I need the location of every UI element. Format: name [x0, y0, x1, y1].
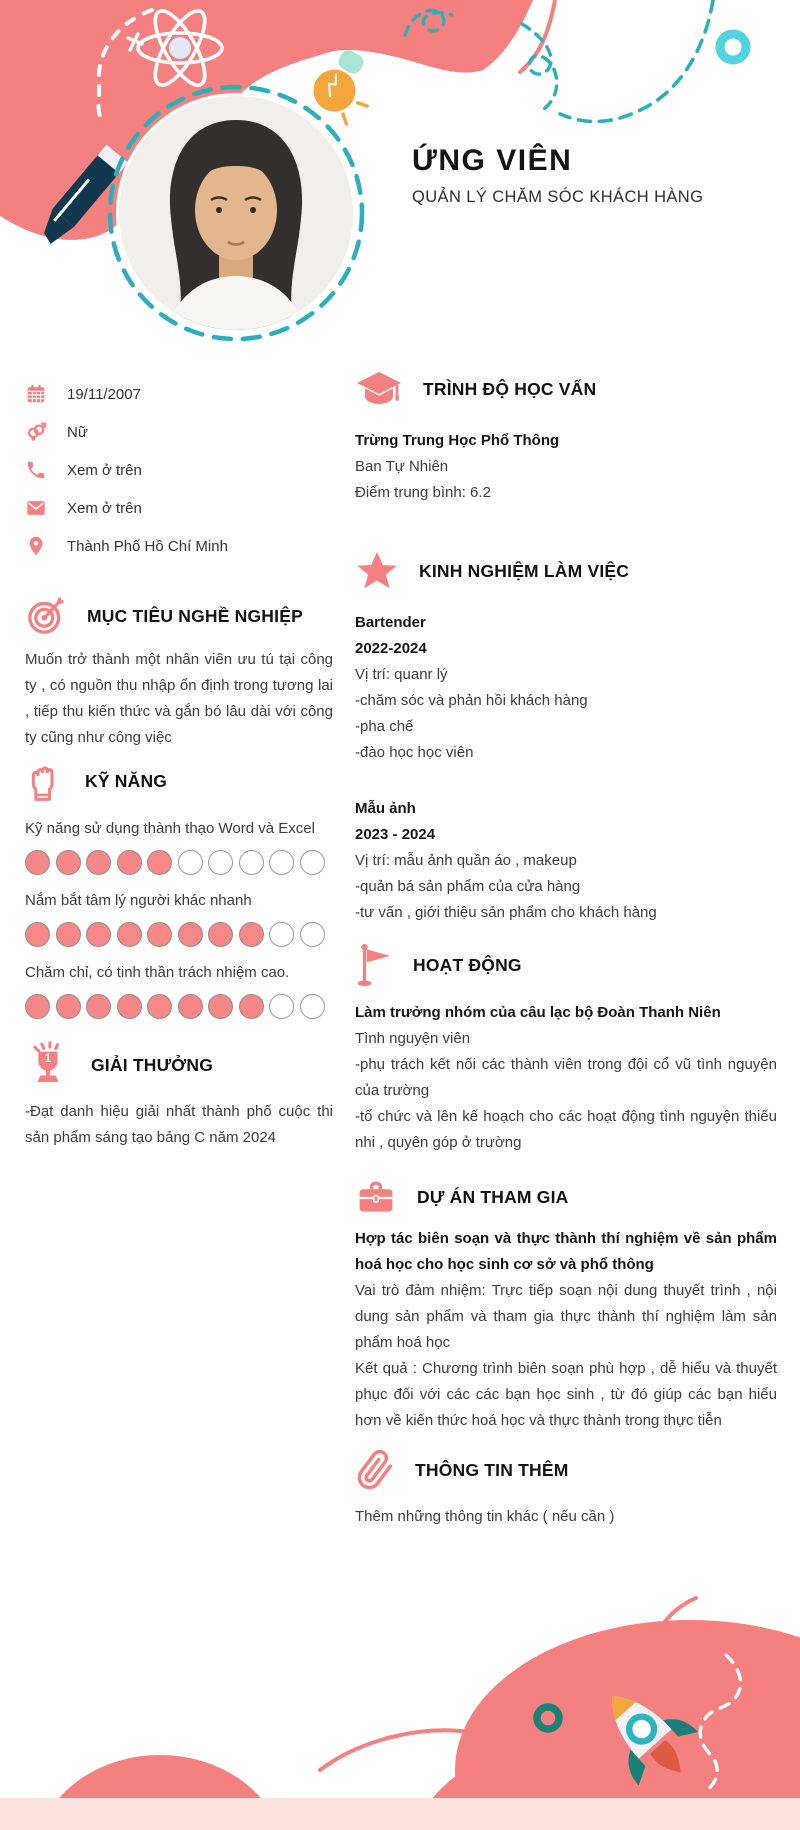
- more-text: Thêm những thông tin khác ( nếu cần ): [355, 1508, 615, 1525]
- location-value: Thành Phố Hồ Chí Minh: [67, 537, 228, 555]
- skill-dot: [86, 994, 111, 1019]
- section-objective-header: [25, 595, 333, 637]
- skill-dot: [147, 994, 172, 1019]
- skill-dot: [208, 922, 233, 947]
- skill-dot: [147, 850, 172, 875]
- education-entry: [355, 428, 777, 506]
- svg-text:1: 1: [44, 1053, 52, 1066]
- skill-dot: [269, 922, 294, 947]
- skill-level: [25, 922, 333, 947]
- candidate-job-title: QUẢN LÝ CHĂM SÓC KHÁCH HÀNG: [412, 188, 704, 206]
- phone-value: Xem ở trên: [67, 461, 142, 479]
- job-line: -tư vấn , giới thiệu sản phẩm cho khách hàng: [355, 904, 657, 921]
- briefcase-icon: [355, 1178, 397, 1216]
- skill-dot: [178, 922, 203, 947]
- job-line: -pha chế: [355, 718, 414, 735]
- skill-dot: [25, 922, 50, 947]
- skill-dot: [239, 850, 264, 875]
- header-title-block: [412, 144, 703, 207]
- target-icon: [25, 595, 67, 637]
- job-line: -chăm sóc và phản hồi khách hàng: [355, 692, 588, 709]
- skill-dot: [239, 994, 264, 1019]
- email-icon: [25, 497, 47, 519]
- skill-dot: [86, 922, 111, 947]
- job-period: 2023 - 2024: [355, 826, 436, 843]
- skills-heading: KỸ NĂNG: [85, 770, 168, 791]
- footer-decoration: [0, 1540, 800, 1830]
- section-experience-header: [355, 550, 777, 592]
- objective-text: Muốn trở thành một nhân viên ưu tú tại công ty , có nguồn thu nhập ổn định trong tương lai , tiếp thu kiến thức và gắn bó lâu dài với công ty cũng như công việc: [25, 651, 333, 746]
- project-line: Kết quả : Chương trình biên soạn phù hợp , dễ hiểu và thuyết phục đối với các các bạn học sinh , từ đó giúp các bạn hiểu hơn về kiến thức hoá học và thực thành trong thực tiễn: [355, 1360, 777, 1429]
- job-line: Vị trí: quanr lý: [355, 666, 448, 683]
- skill-dot: [117, 922, 142, 947]
- section-more-header: [355, 1450, 777, 1490]
- skill-dot: [208, 994, 233, 1019]
- activity-title: Làm trưởng nhóm của câu lạc bộ Đoàn Thanh Niên: [355, 1004, 721, 1021]
- skill-dot: [117, 994, 142, 1019]
- birthday-value: 19/11/2007: [67, 385, 141, 403]
- skill-dot: [56, 922, 81, 947]
- project-line: Vai trò đảm nhiệm: Trực tiếp soạn nội dung thuyết trình , nội dung sản phẩm và tham gia thực thành thí nghiệm làm sản phẩm hoá học: [355, 1282, 777, 1351]
- right-column: [355, 370, 777, 1530]
- project-title: Hợp tác biên soạn và thực thành thí nghiệm về sản phẩm hoá học cho học sinh cơ sở và phổ thông: [355, 1230, 777, 1273]
- skill-item: [25, 816, 333, 875]
- school-name: Trừng Trung Học Phổ Thông: [355, 432, 560, 449]
- activity-line: Tình nguyện viên: [355, 1030, 471, 1047]
- hand-icon: [25, 759, 65, 803]
- skill-dot: [300, 922, 325, 947]
- skill-dot: [56, 850, 81, 875]
- email-value: Xem ở trên: [67, 499, 142, 517]
- phone-icon: [25, 459, 47, 481]
- paperclip-icon: [355, 1450, 395, 1490]
- skill-dot: [86, 850, 111, 875]
- job-title: Bartender: [355, 614, 426, 631]
- skill-dot: [269, 850, 294, 875]
- skill-item: [25, 960, 333, 1019]
- section-skills-header: [25, 759, 333, 803]
- job-title: Mẫu ảnh: [355, 800, 416, 817]
- activity-line: -phụ trách kết nối các thành viên trong đội cổ vũ tình nguyện của trường: [355, 1056, 777, 1099]
- info-row-phone: [25, 451, 333, 489]
- gender-icon: [25, 421, 47, 443]
- skill-label: Chăm chỉ, có tinh thần trách nhiệm cao.: [25, 964, 290, 981]
- education-gpa: Điểm trung bình: 6.2: [355, 484, 491, 501]
- skill-dot: [300, 994, 325, 1019]
- info-row-birthday: [25, 375, 333, 413]
- teal-donut-icon: [720, 34, 746, 60]
- skill-level: [25, 850, 333, 875]
- skill-dot: [25, 850, 50, 875]
- section-education-header: [355, 370, 777, 408]
- flag-icon: [355, 942, 393, 988]
- job-entry: [355, 796, 777, 926]
- coral-arc-left: [320, 1730, 470, 1770]
- awards-heading: GIẢI THƯỞNG: [91, 1054, 214, 1075]
- skill-dot: [178, 994, 203, 1019]
- skill-dot: [178, 850, 203, 875]
- skill-level: [25, 994, 333, 1019]
- skill-item: [25, 888, 333, 947]
- job-line: Vị trí: mẫu ảnh quần áo , makeup: [355, 852, 577, 869]
- objective-heading: MỤC TIÊU NGHỀ NGHIỆP: [87, 605, 303, 626]
- section-activities-header: [355, 942, 777, 988]
- graduation-cap-icon: [355, 370, 403, 408]
- info-row-email: [25, 489, 333, 527]
- job-period: 2022-2024: [355, 640, 427, 657]
- projects-heading: DỰ ÁN THAM GIA: [417, 1186, 569, 1207]
- skill-dot: [25, 994, 50, 1019]
- gender-value: Nữ: [67, 423, 88, 441]
- calendar-icon: [25, 383, 47, 405]
- candidate-name: ỨNG VIÊN: [412, 144, 573, 177]
- left-column: [25, 375, 333, 1151]
- info-row-gender: [25, 413, 333, 451]
- job-line: -quản bá sản phẩm của cửa hàng: [355, 878, 581, 895]
- info-row-location: [25, 527, 333, 565]
- experience-heading: KINH NGHIỆM LÀM VIỆC: [419, 560, 630, 581]
- skill-dot: [208, 850, 233, 875]
- project-entry: [355, 1226, 777, 1434]
- skill-dot: [300, 850, 325, 875]
- star-icon: [355, 550, 399, 592]
- education-heading: TRÌNH ĐỘ HỌC VẤN: [423, 378, 597, 399]
- section-awards-header: [25, 1041, 333, 1089]
- job-entry: [355, 610, 777, 766]
- location-icon: [25, 535, 47, 557]
- skill-label: Kỹ năng sử dụng thành thạo Word và Excel: [25, 820, 315, 837]
- activity-entry: [355, 1000, 777, 1156]
- awards-text: -Đạt danh hiệu giải nhất thành phố cuộc thi sản phẩm sáng tạo bảng C năm 2024: [25, 1103, 333, 1146]
- more-heading: THÔNG TIN THÊM: [415, 1459, 569, 1480]
- skill-dot: [117, 850, 142, 875]
- job-line: -đào học học viên: [355, 744, 474, 761]
- skill-dot: [269, 994, 294, 1019]
- profile-photo: [107, 84, 365, 342]
- education-program: Ban Tự Nhiên: [355, 458, 449, 475]
- skill-dot: [56, 994, 81, 1019]
- skill-label: Nắm bắt tâm lý người khác nhanh: [25, 892, 252, 909]
- bottom-strip: [0, 1798, 800, 1830]
- skill-dot: [239, 922, 264, 947]
- skill-dot: [147, 922, 172, 947]
- section-projects-header: [355, 1178, 777, 1216]
- teal-dashed-long-curve: [560, 0, 713, 122]
- activity-line: -tổ chức và lên kế hoạch cho các hoạt động tình nguyện thiếu nhi , quyên góp ở trường: [355, 1108, 777, 1151]
- activities-heading: HOẠT ĐỘNG: [413, 954, 522, 975]
- trophy-icon: [25, 1041, 71, 1089]
